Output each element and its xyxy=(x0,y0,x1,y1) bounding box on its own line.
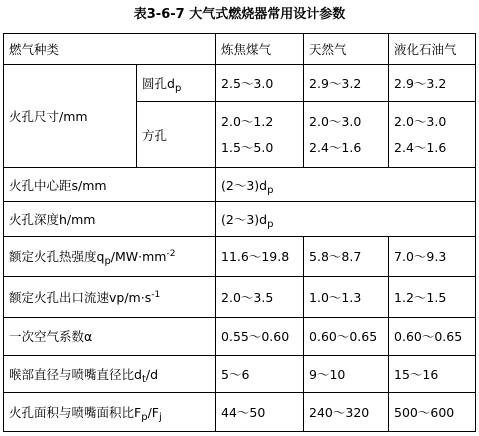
cell-value: 15～16 xyxy=(389,355,476,393)
cell-value: 240～320 xyxy=(304,393,389,432)
cell-value: 44～50 xyxy=(216,393,304,432)
row-label-center-distance: 火孔中心距s/mm xyxy=(4,168,216,202)
cell-value: 7.0～9.3 xyxy=(389,236,476,277)
header-natural-gas: 天然气 xyxy=(304,34,389,65)
cell-value: 2.9～3.2 xyxy=(389,64,476,102)
cell-value: 1.2～1.5 xyxy=(389,277,476,318)
cell-value: 2.0～1.2 1.5～5.0 xyxy=(216,102,304,168)
header-coke-oven-gas: 炼焦煤气 xyxy=(216,34,304,65)
table-row xyxy=(4,236,476,277)
cell-value: 2.0～3.0 2.4～1.6 xyxy=(304,102,389,168)
table-row xyxy=(4,393,476,432)
cell-value: 0.60～0.65 xyxy=(304,317,389,355)
cell-value: 2.0～3.0 2.4～1.6 xyxy=(389,102,476,168)
table-row xyxy=(4,317,476,355)
cell-value: 500～600 xyxy=(389,393,476,432)
table-row xyxy=(4,277,476,318)
cell-value: $(2\sim 3)d_p$ xyxy=(216,168,476,202)
cell-value: 0.55～0.60 xyxy=(216,317,304,355)
row-label-primary-air: 一次空气系数α xyxy=(4,317,216,355)
table-row xyxy=(4,355,476,393)
table-row xyxy=(4,201,476,236)
table-header-row xyxy=(4,34,476,65)
table-row xyxy=(4,64,476,102)
cell-value: 5.8～8.7 xyxy=(304,236,389,277)
header-gas-type: 燃气种类 xyxy=(4,34,216,65)
row-label-heat-intensity: 额定火孔热强度$q_p/MW\cdot mm^{-2}$ xyxy=(4,236,216,277)
design-parameters-table xyxy=(3,33,476,432)
cell-value: $(2\sim 3)d_p$ xyxy=(216,201,476,236)
sub-label-round-hole: 圆孔$d_p$ xyxy=(137,64,216,102)
cell-value: 5～6 xyxy=(216,355,304,393)
cell-value: 11.6～19.8 xyxy=(216,236,304,277)
row-label-area-ratio: 火孔面积与喷嘴面积比$F_p/F_j$ xyxy=(4,393,216,432)
row-label-outlet-velocity: 额定火孔出口流速$vp/m\cdot s^{-1}$ xyxy=(4,277,216,318)
row-label-hole-size: 火孔尺寸/mm xyxy=(4,64,137,168)
cell-value: 2.9～3.2 xyxy=(304,64,389,102)
cell-value: 0.60～0.65 xyxy=(389,317,476,355)
header-lpg: 液化石油气 xyxy=(389,34,476,65)
cell-value: 2.0～3.5 xyxy=(216,277,304,318)
row-label-diameter-ratio: 喉部直径与喷嘴直径比$d_t/d$ xyxy=(4,355,216,393)
cell-value: 2.5～3.0 xyxy=(216,64,304,102)
cell-value: 1.0～1.3 xyxy=(304,277,389,318)
cell-value: 9～10 xyxy=(304,355,389,393)
row-label-depth: 火孔深度h/mm xyxy=(4,201,216,236)
table-row xyxy=(4,168,476,202)
sub-label-square-hole: 方孔 xyxy=(137,102,216,168)
table-title: 表3-6-7 大气式燃烧器常用设计参数 xyxy=(133,7,346,22)
